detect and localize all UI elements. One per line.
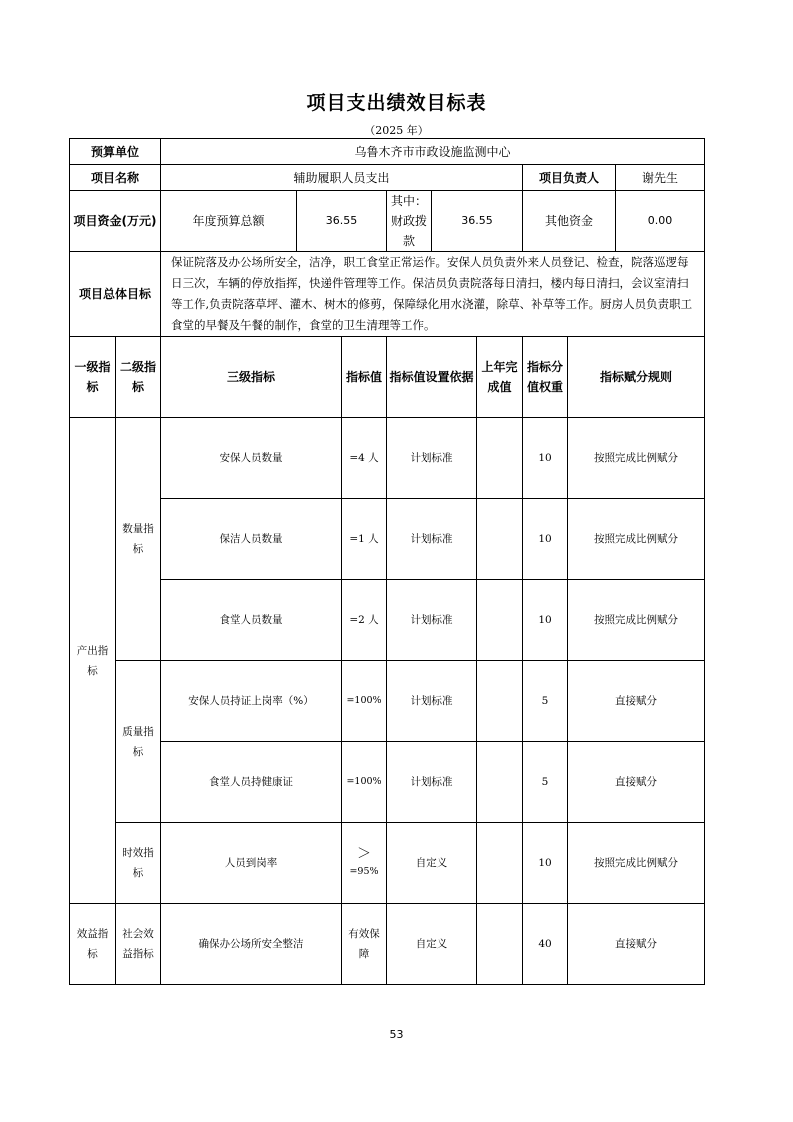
project-name-row [70, 165, 705, 191]
project-owner-label: 项目负责人 [523, 165, 616, 191]
header-rule: 指标赋分规则 [568, 337, 705, 418]
group-social: 社会效益指标 [116, 904, 161, 985]
header-level1: 一级指标 [70, 337, 116, 418]
group-output: 产出指标 [70, 418, 116, 904]
project-name-label: 项目名称 [70, 165, 161, 191]
table-row [70, 418, 705, 499]
indicator-name: 确保办公场所安全整洁 [161, 904, 342, 985]
indicator-value [342, 823, 387, 904]
year-label: （2025 年） [364, 124, 429, 137]
indicator-basis: 计划标准 [387, 661, 477, 742]
indicator-rule: 按照完成比例赋分 [568, 823, 705, 904]
indicator-weight: 5 [523, 742, 568, 823]
indicator-basis: 自定义 [387, 823, 477, 904]
indicator-prev [477, 580, 523, 661]
indicator-weight: 5 [523, 661, 568, 742]
indicator-rule: 直接赋分 [568, 661, 705, 742]
indicator-prev [477, 823, 523, 904]
table-row [70, 823, 705, 904]
indicator-prev [477, 499, 523, 580]
indicator-name: 食堂人员持健康证 [161, 742, 342, 823]
indicator-rule: 直接赋分 [568, 742, 705, 823]
indicator-rule: 按照完成比例赋分 [568, 418, 705, 499]
performance-table [69, 138, 705, 985]
header-row [70, 337, 705, 418]
indicator-basis: 计划标准 [387, 418, 477, 499]
group-benefit: 效益指标 [70, 904, 116, 985]
table-row [70, 661, 705, 742]
other-funds-label: 其他资金 [523, 191, 616, 252]
indicator-basis: 计划标准 [387, 499, 477, 580]
goal-text: 保证院落及办公场所安全，洁净，职工食堂正常运作。安保人员负责外来人员登记、检查，院落巡逻每日三次，车辆的停放指挥，快递件管理等工作。保洁员负责院落每日清扫，楼内每日清扫，会议室清扫等工作,负责院落草坪、灌木、树木的修剪，保障绿化用水浇灌，除草、补草等工作。厨房人员负责职工食堂的早餐及午餐的制作，食堂的卫生清理等工作。 [161, 252, 705, 337]
header-level2: 二级指标 [116, 337, 161, 418]
indicator-value-operator: ＞ [357, 846, 372, 862]
table-row [70, 904, 705, 985]
indicator-prev [477, 904, 523, 985]
annual-budget-value: 36.55 [297, 191, 387, 252]
other-funds-value: 0.00 [616, 191, 705, 252]
indicator-value: =1 人 [342, 499, 387, 580]
indicator-prev [477, 418, 523, 499]
table-row [70, 742, 705, 823]
goal-row [70, 252, 705, 337]
indicator-name: 安保人员持证上岗率（%） [161, 661, 342, 742]
indicator-prev [477, 742, 523, 823]
page-title: 项目支出绩效目标表 [306, 92, 487, 114]
indicator-name: 食堂人员数量 [161, 580, 342, 661]
indicator-name: 安保人员数量 [161, 418, 342, 499]
header-value: 指标值 [342, 337, 387, 418]
indicator-basis: 计划标准 [387, 580, 477, 661]
group-timeliness: 时效指标 [116, 823, 161, 904]
indicator-basis: 计划标准 [387, 742, 477, 823]
header-level3: 三级指标 [161, 337, 342, 418]
indicator-weight: 10 [523, 580, 568, 661]
budget-unit-value: 乌鲁木齐市市政设施监测中心 [161, 139, 705, 165]
page-number: 53 [389, 1028, 404, 1041]
indicator-weight: 10 [523, 418, 568, 499]
funds-label: 项目资金(万元) [70, 191, 161, 252]
budget-unit-row [70, 139, 705, 165]
annual-budget-label: 年度预算总额 [161, 191, 297, 252]
funds-row [70, 191, 705, 252]
indicator-weight: 40 [523, 904, 568, 985]
group-quality: 质量指标 [116, 661, 161, 823]
fiscal-label: 其中：财政拨款 [387, 191, 432, 252]
indicator-rule: 按照完成比例赋分 [568, 499, 705, 580]
indicator-weight: 10 [523, 499, 568, 580]
indicator-value: =4 人 [342, 418, 387, 499]
indicator-basis: 自定义 [387, 904, 477, 985]
fiscal-value: 36.55 [432, 191, 523, 252]
indicator-rule: 按照完成比例赋分 [568, 580, 705, 661]
header-prev: 上年完成值 [477, 337, 523, 418]
header-weight: 指标分值权重 [523, 337, 568, 418]
indicator-rule: 直接赋分 [568, 904, 705, 985]
indicator-prev [477, 661, 523, 742]
indicator-value: =100% [342, 661, 387, 742]
indicator-value-number: =95% [349, 866, 379, 877]
table-row [70, 499, 705, 580]
group-quantity: 数量指标 [116, 418, 161, 661]
project-name-value: 辅助履职人员支出 [161, 165, 523, 191]
indicator-name: 人员到岗率 [161, 823, 342, 904]
indicator-value: =2 人 [342, 580, 387, 661]
budget-unit-label: 预算单位 [70, 139, 161, 165]
table-row [70, 580, 705, 661]
indicator-weight: 10 [523, 823, 568, 904]
indicator-value: 有效保障 [342, 904, 387, 985]
goal-label: 项目总体目标 [70, 252, 161, 337]
header-basis: 指标值设置依据 [387, 337, 477, 418]
indicator-name: 保洁人员数量 [161, 499, 342, 580]
indicator-value: =100% [342, 742, 387, 823]
project-owner-value: 谢先生 [616, 165, 705, 191]
